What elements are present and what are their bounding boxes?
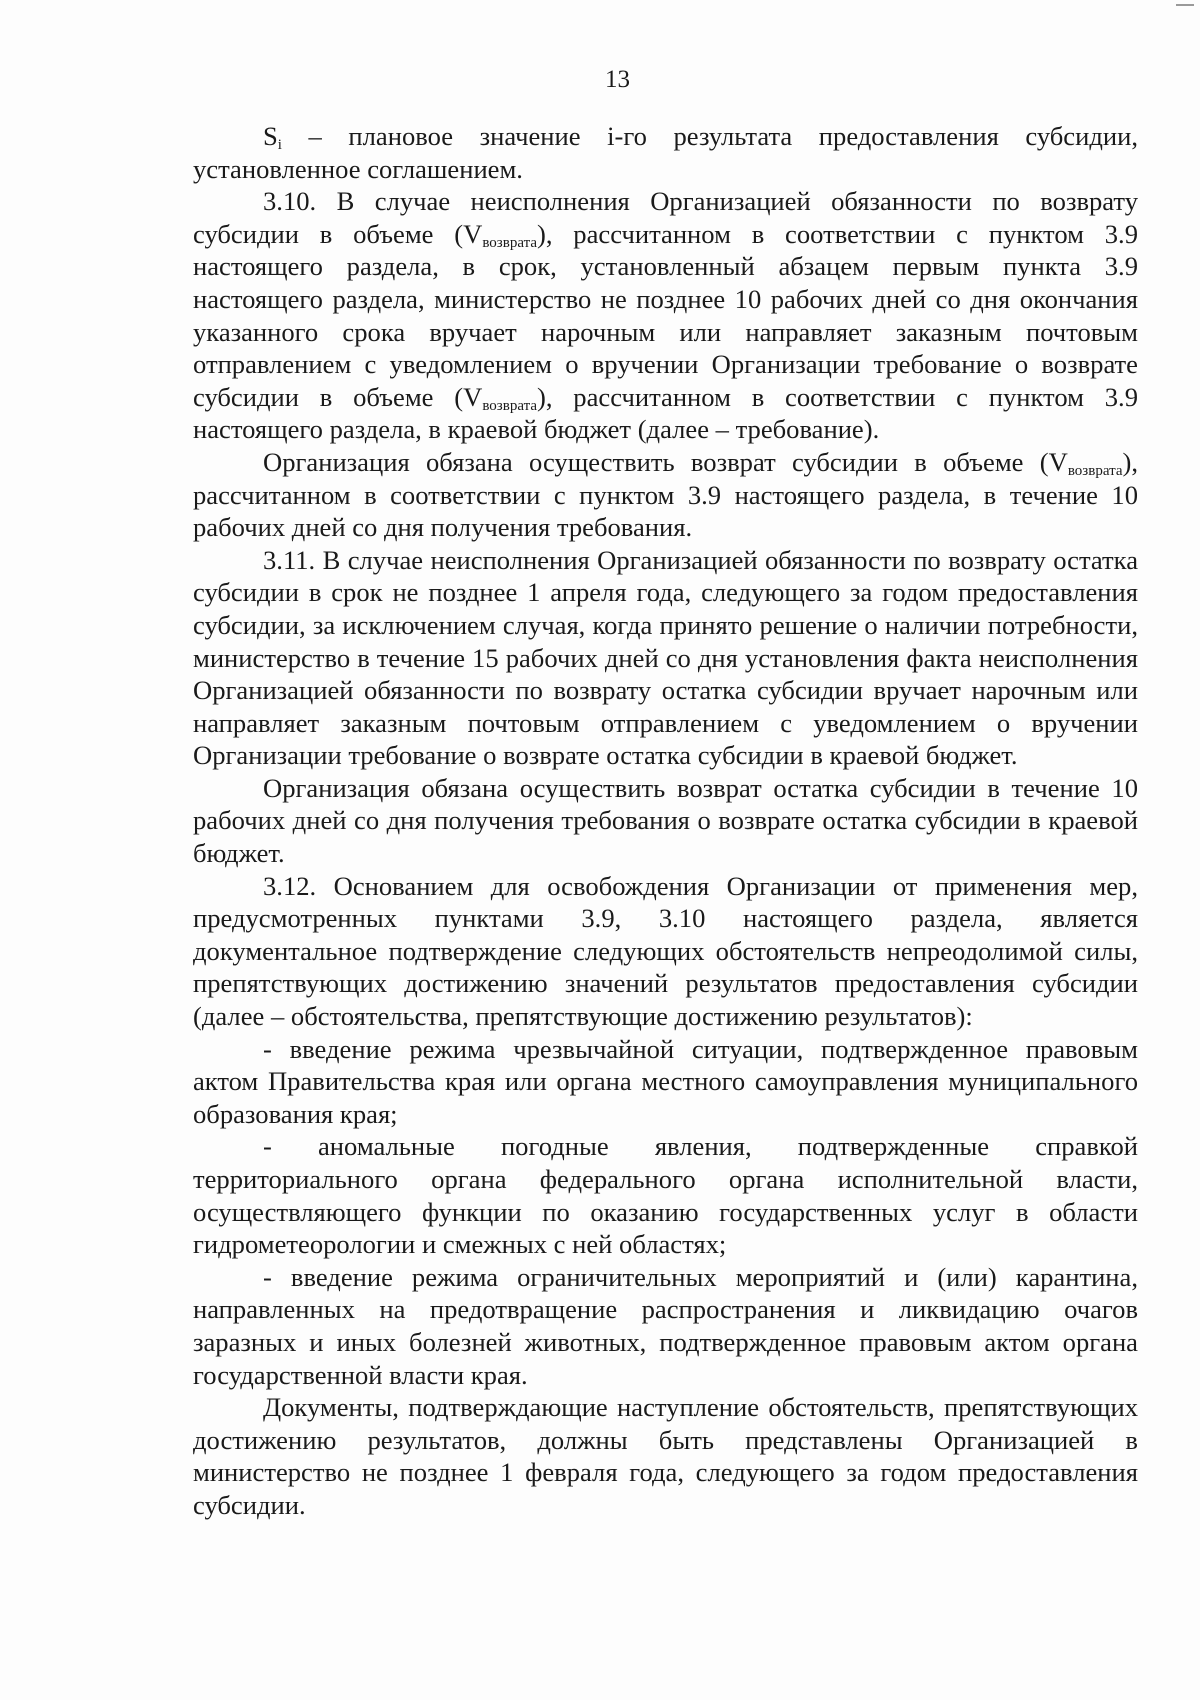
- page-number: 13: [605, 66, 630, 93]
- paragraph-text: Организация обязана осуществить возврат субсидии в объеме (V: [263, 446, 1068, 477]
- paragraph: [193, 544, 1138, 772]
- paragraph-text: - введение режима ограничительных мероприятий и (или) карантина, направленных на предотвращение распространения и ликвидацию очагов заразных и иных болезней животных, подтвержденное правовым актом органа государственной власти края.: [193, 1261, 1138, 1390]
- subscript-text: возврата: [482, 234, 537, 251]
- paragraph: [193, 1130, 1138, 1260]
- paragraph: [193, 120, 1138, 185]
- paragraph-text: Документы, подтверждающие наступление обстоятельств, препятствующих достижению результатов, должны быть представлены Организацией в министерство не позднее 1 февраля года, следующего за годом предоставления субсидии.: [193, 1392, 1138, 1520]
- paragraph-text: 3.12. Основанием для освобождения Организации от применения мер, предусмотренных пунктами 3.9, 3.10 настоящего раздела, является документальное подтверждение следующих обстоятельств непреодолимой силы, препятствующих достижению значений результатов предоставления субсидии (далее – обстоятельства, препятствующие достижению результатов):: [193, 870, 1138, 1032]
- scan-mark: [1176, 4, 1194, 6]
- subscript-text: возврата: [482, 397, 537, 414]
- paragraph: [193, 185, 1138, 446]
- paragraph-text: 3.11. В случае неисполнения Организацией обязанности по возврату остатка субсидии в срок не позднее 1 апреля года, следующего за годом предоставления субсидии, за исключением случая, когда принято решение о наличии потребности, министерство в течение 15 рабочих дней со дня установления факта неисполнения Организацией обязанности по возврату остатка субсидии вручает нарочным или направляет заказным почтовым отправлением с уведомлением о вручении Организации требование о возврате остатка субсидии в краевой бюджет.: [193, 544, 1138, 771]
- paragraph-text: ), рассчитанном в соответствии с пунктом 3.9 настоящего раздела, в краевой бюджет (далее – требование).: [193, 381, 1138, 445]
- subscript-text: i: [277, 137, 282, 153]
- paragraph-text: - введение режима чрезвычайной ситуации, подтвержденное правовым актом Правительства края или органа местного самоуправления муниципального образования края;: [193, 1033, 1138, 1129]
- paragraph: [193, 772, 1138, 870]
- paragraph: [193, 1261, 1138, 1391]
- document-body: [193, 120, 1138, 1522]
- paragraph-text: ), рассчитанном в соответствии с пунктом 3.9 настоящего раздела, в течение 10 рабочих дней со дня получения требования.: [193, 446, 1138, 543]
- paragraph-text: - аномальные погодные явления, подтвержденные справкой территориального органа федерального органа исполнительной власти, осуществляющего функции по оказанию государственных услуг в области гидрометеорологии и смежных с ней областях;: [193, 1131, 1138, 1260]
- subscript-text: возврата: [1067, 462, 1123, 479]
- paragraph-text: 3.10. В случае неисполнения Организацией обязанности по возврату субсидии в объеме (V: [193, 186, 1138, 249]
- paragraph: [193, 1391, 1138, 1521]
- paragraph: [193, 1033, 1138, 1131]
- paragraph-text: – плановое значение i-го результата предоставления субсидии, установленное соглашением.: [193, 121, 1138, 184]
- paragraph-text: S: [263, 121, 278, 151]
- paragraph: [193, 446, 1138, 544]
- paragraph-text: Организация обязана осуществить возврат остатка субсидии в течение 10 рабочих дней со дня получения требования о возврате остатка субсидии в краевой бюджет.: [193, 772, 1138, 869]
- paragraph: [193, 870, 1138, 1033]
- paragraph-text: ), рассчитанном в соответствии с пунктом 3.9 настоящего раздела, в срок, установленный абзацем первым пункта 3.9 настоящего раздела, министерство не позднее 10 рабочих дней со дня окончания указанного срока вручает нарочным или направляет заказным почтовым отправлением с уведомлением о вручении Организации требование о возврате субсидии в объеме (V: [193, 218, 1138, 412]
